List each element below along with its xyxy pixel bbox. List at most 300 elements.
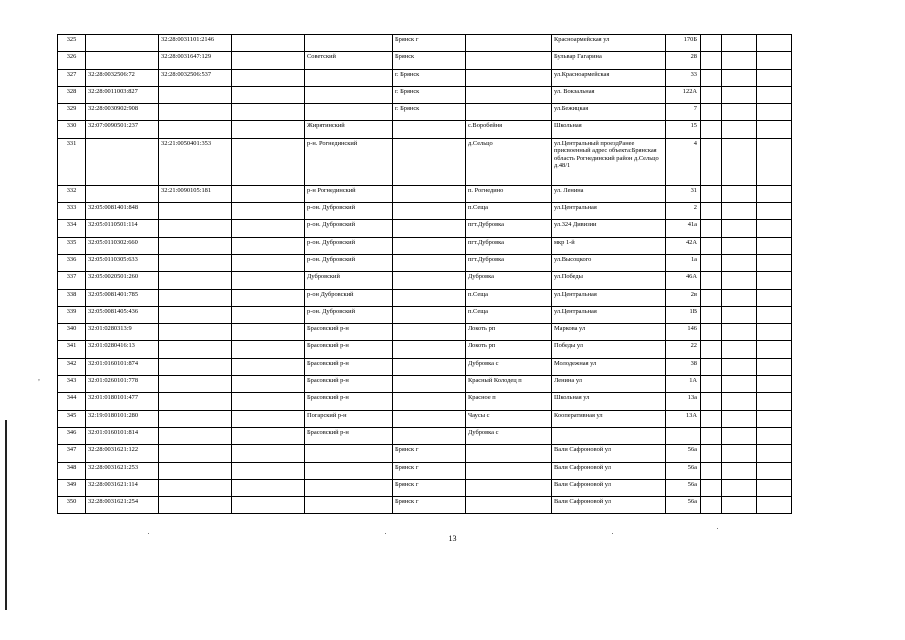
table-cell: Брасовский р-н bbox=[305, 341, 393, 358]
table-cell: Вали Сафроновой ул bbox=[552, 445, 666, 462]
table-cell: ул.324 Дивизии bbox=[552, 220, 666, 237]
table-cell: р-он. Дубровский bbox=[305, 237, 393, 254]
table-cell: 31 bbox=[666, 185, 701, 202]
table-cell: р-он. Дубровский bbox=[305, 220, 393, 237]
table-cell: Погарский р-н bbox=[305, 410, 393, 427]
table-cell: 32:01:0280416:13 bbox=[86, 341, 159, 358]
table-row bbox=[58, 497, 792, 514]
table-cell: Брасовский р-н bbox=[305, 358, 393, 375]
table-cell: 170Б bbox=[666, 35, 701, 52]
table-cell: 32:28:0031621:122 bbox=[86, 445, 159, 462]
table-cell: Брасовский р-н bbox=[305, 324, 393, 341]
table-cell bbox=[305, 497, 393, 514]
table-cell: 32:01:0260101:778 bbox=[86, 376, 159, 393]
table-row bbox=[58, 479, 792, 496]
empty-cell bbox=[757, 341, 792, 358]
table-row bbox=[58, 272, 792, 289]
table-cell: Чаусы с bbox=[466, 410, 552, 427]
table-cell bbox=[466, 462, 552, 479]
table-cell bbox=[232, 86, 305, 103]
table-cell: Брянск г bbox=[393, 479, 466, 496]
empty-cell bbox=[722, 393, 757, 410]
table-cell bbox=[466, 69, 552, 86]
row-number-cell: 337 bbox=[58, 272, 86, 289]
table-row bbox=[58, 393, 792, 410]
table-cell bbox=[466, 497, 552, 514]
row-number-cell: 349 bbox=[58, 479, 86, 496]
empty-cell bbox=[757, 479, 792, 496]
table-cell bbox=[305, 35, 393, 52]
table-cell: ул.Центральная bbox=[552, 289, 666, 306]
table-row bbox=[58, 104, 792, 121]
table-cell bbox=[86, 52, 159, 69]
table-cell bbox=[159, 393, 232, 410]
table-row bbox=[58, 462, 792, 479]
table-row bbox=[58, 52, 792, 69]
table-cell bbox=[393, 324, 466, 341]
table-cell: 15 bbox=[666, 121, 701, 138]
table-cell bbox=[232, 220, 305, 237]
table-cell: 32:28:0032506:537 bbox=[159, 69, 232, 86]
table-cell bbox=[232, 289, 305, 306]
table-cell: р-он. Дубровский bbox=[305, 203, 393, 220]
table-cell: 32:28:0031621:114 bbox=[86, 479, 159, 496]
empty-cell bbox=[701, 410, 722, 427]
table-cell bbox=[393, 272, 466, 289]
table-cell: 146 bbox=[666, 324, 701, 341]
table-cell: 32:28:0031621:254 bbox=[86, 497, 159, 514]
table-cell: Брянск г bbox=[393, 445, 466, 462]
table-cell: Брянск г bbox=[393, 497, 466, 514]
empty-cell bbox=[757, 410, 792, 427]
empty-cell bbox=[722, 272, 757, 289]
table-cell bbox=[666, 427, 701, 444]
row-number-cell: 338 bbox=[58, 289, 86, 306]
empty-cell bbox=[701, 237, 722, 254]
table-cell: Дубровский bbox=[305, 272, 393, 289]
scan-speck bbox=[717, 528, 718, 529]
table-row bbox=[58, 445, 792, 462]
table-cell bbox=[232, 324, 305, 341]
table-cell: 32:01:0160101:814 bbox=[86, 427, 159, 444]
table-cell: Локоть рп bbox=[466, 341, 552, 358]
table-cell bbox=[159, 306, 232, 323]
empty-cell bbox=[757, 462, 792, 479]
row-number-cell: 335 bbox=[58, 237, 86, 254]
table-cell: 122А bbox=[666, 86, 701, 103]
table-cell: Брасовский р-н bbox=[305, 376, 393, 393]
table-row bbox=[58, 341, 792, 358]
table-cell: Дубровка bbox=[466, 272, 552, 289]
table-cell: р-он. Дубровский bbox=[305, 254, 393, 271]
table-cell: 7 bbox=[666, 104, 701, 121]
table-cell bbox=[159, 427, 232, 444]
empty-cell bbox=[701, 306, 722, 323]
table-cell: 28 bbox=[666, 52, 701, 69]
table-cell: мкр 1-й bbox=[552, 237, 666, 254]
table-cell bbox=[232, 254, 305, 271]
empty-cell bbox=[757, 376, 792, 393]
table-cell: 56а bbox=[666, 445, 701, 462]
table-cell: 42А bbox=[666, 237, 701, 254]
table-cell: п.Сеща bbox=[466, 289, 552, 306]
table-cell bbox=[86, 138, 159, 185]
table-row bbox=[58, 324, 792, 341]
table-cell: Брянск bbox=[393, 52, 466, 69]
empty-cell bbox=[701, 358, 722, 375]
empty-cell bbox=[701, 427, 722, 444]
table-row bbox=[58, 121, 792, 138]
row-number-cell: 348 bbox=[58, 462, 86, 479]
empty-cell bbox=[757, 272, 792, 289]
empty-cell bbox=[701, 497, 722, 514]
empty-cell bbox=[701, 445, 722, 462]
table-cell bbox=[393, 358, 466, 375]
table-row bbox=[58, 306, 792, 323]
table-cell: 32:01:0180101:477 bbox=[86, 393, 159, 410]
table-row bbox=[58, 358, 792, 375]
scan-edge-mark bbox=[5, 420, 7, 610]
empty-cell bbox=[722, 324, 757, 341]
empty-cell bbox=[757, 306, 792, 323]
empty-cell bbox=[701, 69, 722, 86]
empty-cell bbox=[757, 138, 792, 185]
table-cell: 32:01:0280313:9 bbox=[86, 324, 159, 341]
table-cell bbox=[159, 341, 232, 358]
table-cell bbox=[159, 289, 232, 306]
table-cell: г. Брянск bbox=[393, 69, 466, 86]
table-cell bbox=[393, 376, 466, 393]
empty-cell bbox=[701, 341, 722, 358]
table-row bbox=[58, 254, 792, 271]
empty-cell bbox=[722, 427, 757, 444]
table-cell: 1А bbox=[666, 376, 701, 393]
table-cell: ул.Центральная bbox=[552, 203, 666, 220]
table-row bbox=[58, 376, 792, 393]
row-number-cell: 350 bbox=[58, 497, 86, 514]
table-cell: р-н. Рогнединский bbox=[305, 138, 393, 185]
scan-speck bbox=[148, 533, 149, 534]
table-cell: 33 bbox=[666, 69, 701, 86]
table-cell: г. Брянск bbox=[393, 104, 466, 121]
row-number-cell: 326 bbox=[58, 52, 86, 69]
table-cell bbox=[393, 306, 466, 323]
table-cell: 32:28:0031621:253 bbox=[86, 462, 159, 479]
empty-cell bbox=[722, 35, 757, 52]
empty-cell bbox=[722, 445, 757, 462]
table-cell: Победы ул bbox=[552, 341, 666, 358]
table-cell: 32:28:0032506:72 bbox=[86, 69, 159, 86]
empty-cell bbox=[722, 289, 757, 306]
table-body bbox=[58, 35, 792, 514]
row-number-cell: 346 bbox=[58, 427, 86, 444]
table-cell bbox=[159, 203, 232, 220]
table-cell: 56а bbox=[666, 479, 701, 496]
empty-cell bbox=[757, 104, 792, 121]
table-cell: 32:28:0031101:2146 bbox=[159, 35, 232, 52]
table-cell bbox=[232, 479, 305, 496]
table-cell: 56а bbox=[666, 462, 701, 479]
table-cell bbox=[232, 272, 305, 289]
table-cell bbox=[305, 86, 393, 103]
table-cell: Локоть рп bbox=[466, 324, 552, 341]
table-cell bbox=[159, 462, 232, 479]
table-cell bbox=[393, 341, 466, 358]
table-row bbox=[58, 289, 792, 306]
table-cell bbox=[232, 104, 305, 121]
table-cell bbox=[393, 121, 466, 138]
empty-cell bbox=[757, 289, 792, 306]
table-cell bbox=[159, 104, 232, 121]
table-cell bbox=[393, 393, 466, 410]
empty-cell bbox=[757, 358, 792, 375]
table-cell: 38 bbox=[666, 358, 701, 375]
table-cell: 13А bbox=[666, 410, 701, 427]
empty-cell bbox=[701, 324, 722, 341]
table-cell: ул.Центральная bbox=[552, 306, 666, 323]
table-cell: 32:05:0110302:660 bbox=[86, 237, 159, 254]
table-cell bbox=[393, 254, 466, 271]
row-number-cell: 327 bbox=[58, 69, 86, 86]
empty-cell bbox=[701, 254, 722, 271]
table-cell: п.Сеща bbox=[466, 306, 552, 323]
empty-cell bbox=[701, 121, 722, 138]
table-row bbox=[58, 410, 792, 427]
empty-cell bbox=[757, 35, 792, 52]
table-cell: п. Рогнедино bbox=[466, 185, 552, 202]
row-number-cell: 341 bbox=[58, 341, 86, 358]
empty-cell bbox=[722, 138, 757, 185]
table-row bbox=[58, 69, 792, 86]
table-cell: 32:05:0020501:260 bbox=[86, 272, 159, 289]
table-cell: пгт.Дубровка bbox=[466, 237, 552, 254]
empty-cell bbox=[722, 358, 757, 375]
table-cell: ул.Победы bbox=[552, 272, 666, 289]
table-cell bbox=[305, 104, 393, 121]
table-cell bbox=[159, 220, 232, 237]
table-cell: 32:01:0160101:874 bbox=[86, 358, 159, 375]
table-cell: 32:05:0081401:848 bbox=[86, 203, 159, 220]
empty-cell bbox=[722, 376, 757, 393]
page-number: 13 bbox=[448, 534, 457, 543]
table-cell: 41а bbox=[666, 220, 701, 237]
table-cell bbox=[232, 358, 305, 375]
table-cell bbox=[232, 341, 305, 358]
row-number-cell: 329 bbox=[58, 104, 86, 121]
table-cell bbox=[159, 497, 232, 514]
scan-speck bbox=[612, 533, 613, 534]
table-cell: Красное п bbox=[466, 393, 552, 410]
table-cell bbox=[393, 289, 466, 306]
table-cell: Бульвар Гагарина bbox=[552, 52, 666, 69]
table-cell: Жирятинский bbox=[305, 121, 393, 138]
table-cell: Дубровка с bbox=[466, 427, 552, 444]
table-cell: с.Воробейня bbox=[466, 121, 552, 138]
table-row bbox=[58, 427, 792, 444]
table-cell bbox=[232, 445, 305, 462]
table-cell: 32:05:0110501:114 bbox=[86, 220, 159, 237]
empty-cell bbox=[757, 69, 792, 86]
table-cell: 32:05:0081401:785 bbox=[86, 289, 159, 306]
empty-cell bbox=[722, 52, 757, 69]
empty-cell bbox=[701, 272, 722, 289]
table-cell: Красный Колодец п bbox=[466, 376, 552, 393]
table-cell: Молодежная ул bbox=[552, 358, 666, 375]
table-cell: 32:28:0030902:908 bbox=[86, 104, 159, 121]
empty-cell bbox=[722, 237, 757, 254]
scan-speck: , bbox=[38, 373, 40, 382]
empty-cell bbox=[757, 254, 792, 271]
empty-cell bbox=[701, 393, 722, 410]
table-cell bbox=[466, 445, 552, 462]
empty-cell bbox=[701, 462, 722, 479]
empty-cell bbox=[757, 497, 792, 514]
table-cell: Школьная bbox=[552, 121, 666, 138]
table-cell bbox=[159, 479, 232, 496]
table-cell: Вали Сафроновой ул bbox=[552, 462, 666, 479]
empty-cell bbox=[701, 52, 722, 69]
table-cell bbox=[232, 427, 305, 444]
table-cell: 46А bbox=[666, 272, 701, 289]
row-number-cell: 345 bbox=[58, 410, 86, 427]
table-cell: 22 bbox=[666, 341, 701, 358]
table-cell: Советский bbox=[305, 52, 393, 69]
empty-cell bbox=[722, 185, 757, 202]
table-cell bbox=[232, 138, 305, 185]
table-row bbox=[58, 220, 792, 237]
table-cell: Брасовский р-н bbox=[305, 427, 393, 444]
table-cell bbox=[232, 203, 305, 220]
table-cell: 13а bbox=[666, 393, 701, 410]
table-cell bbox=[159, 358, 232, 375]
table-row bbox=[58, 35, 792, 52]
empty-cell bbox=[701, 376, 722, 393]
table-cell bbox=[159, 86, 232, 103]
empty-cell bbox=[701, 203, 722, 220]
empty-cell bbox=[757, 445, 792, 462]
table-row bbox=[58, 237, 792, 254]
empty-cell bbox=[722, 203, 757, 220]
row-number-cell: 331 bbox=[58, 138, 86, 185]
table-cell: 2в bbox=[666, 289, 701, 306]
table-cell: пгт.Дубровка bbox=[466, 220, 552, 237]
table-cell: 32:07:0090501:237 bbox=[86, 121, 159, 138]
table-row bbox=[58, 138, 792, 185]
table-cell bbox=[232, 497, 305, 514]
empty-cell bbox=[701, 479, 722, 496]
table-cell bbox=[466, 52, 552, 69]
table-cell: 32:21:0050401:353 bbox=[159, 138, 232, 185]
empty-cell bbox=[757, 52, 792, 69]
row-number-cell: 336 bbox=[58, 254, 86, 271]
table-cell bbox=[232, 237, 305, 254]
table-cell: 1В bbox=[666, 306, 701, 323]
empty-cell bbox=[722, 479, 757, 496]
table-cell bbox=[232, 376, 305, 393]
empty-cell bbox=[722, 121, 757, 138]
empty-cell bbox=[701, 185, 722, 202]
row-number-cell: 334 bbox=[58, 220, 86, 237]
table-cell: Дубровка с bbox=[466, 358, 552, 375]
table-cell bbox=[466, 35, 552, 52]
empty-cell bbox=[722, 69, 757, 86]
table-cell bbox=[305, 462, 393, 479]
row-number-cell: 339 bbox=[58, 306, 86, 323]
table-cell bbox=[232, 462, 305, 479]
row-number-cell: 343 bbox=[58, 376, 86, 393]
table-cell: 32:28:0031647:129 bbox=[159, 52, 232, 69]
empty-cell bbox=[701, 138, 722, 185]
table-cell bbox=[305, 479, 393, 496]
table-cell: ул. Ленина bbox=[552, 185, 666, 202]
row-number-cell: 344 bbox=[58, 393, 86, 410]
table-cell bbox=[232, 52, 305, 69]
row-number-cell: 333 bbox=[58, 203, 86, 220]
property-table bbox=[57, 34, 792, 514]
table-cell: п.Сеща bbox=[466, 203, 552, 220]
empty-cell bbox=[701, 35, 722, 52]
table-cell bbox=[393, 185, 466, 202]
table-cell bbox=[393, 138, 466, 185]
table-cell bbox=[232, 35, 305, 52]
table-cell bbox=[86, 35, 159, 52]
table-cell: р-н Рогнединский bbox=[305, 185, 393, 202]
table-cell: ул.Красноармейская bbox=[552, 69, 666, 86]
table-cell: Брянск г bbox=[393, 35, 466, 52]
table-cell: 56а bbox=[666, 497, 701, 514]
table-cell bbox=[466, 479, 552, 496]
row-number-cell: 347 bbox=[58, 445, 86, 462]
table-cell: р-он Дубровский bbox=[305, 289, 393, 306]
table-cell: 32:05:0110305:633 bbox=[86, 254, 159, 271]
table-cell bbox=[393, 220, 466, 237]
scan-speck bbox=[385, 533, 386, 534]
table-cell bbox=[393, 410, 466, 427]
empty-cell bbox=[722, 341, 757, 358]
table-cell: ул.Высоцкого bbox=[552, 254, 666, 271]
table-cell: Вали Сафроновой ул bbox=[552, 497, 666, 514]
row-number-cell: 332 bbox=[58, 185, 86, 202]
table-cell: Брасовский р-н bbox=[305, 393, 393, 410]
empty-cell bbox=[722, 410, 757, 427]
table-cell: 32:21:0090105:181 bbox=[159, 185, 232, 202]
table-cell: 2 bbox=[666, 203, 701, 220]
table-cell: Красноармейская ул bbox=[552, 35, 666, 52]
table-cell bbox=[552, 427, 666, 444]
row-number-cell: 340 bbox=[58, 324, 86, 341]
empty-cell bbox=[701, 289, 722, 306]
empty-cell bbox=[701, 104, 722, 121]
table-cell bbox=[159, 410, 232, 427]
empty-cell bbox=[757, 237, 792, 254]
empty-cell bbox=[701, 86, 722, 103]
empty-cell bbox=[722, 462, 757, 479]
empty-cell bbox=[757, 121, 792, 138]
empty-cell bbox=[722, 497, 757, 514]
table-cell: Кооперативная ул bbox=[552, 410, 666, 427]
row-number-cell: 330 bbox=[58, 121, 86, 138]
empty-cell bbox=[757, 220, 792, 237]
table-cell: 32:28:0011003:827 bbox=[86, 86, 159, 103]
table-cell bbox=[159, 272, 232, 289]
row-number-cell: 328 bbox=[58, 86, 86, 103]
table-cell bbox=[232, 393, 305, 410]
table-cell bbox=[159, 376, 232, 393]
table-cell: Брянск г bbox=[393, 462, 466, 479]
empty-cell bbox=[722, 104, 757, 121]
table-cell: ул.Бежицкая bbox=[552, 104, 666, 121]
table-cell: 32:05:0081405:436 bbox=[86, 306, 159, 323]
